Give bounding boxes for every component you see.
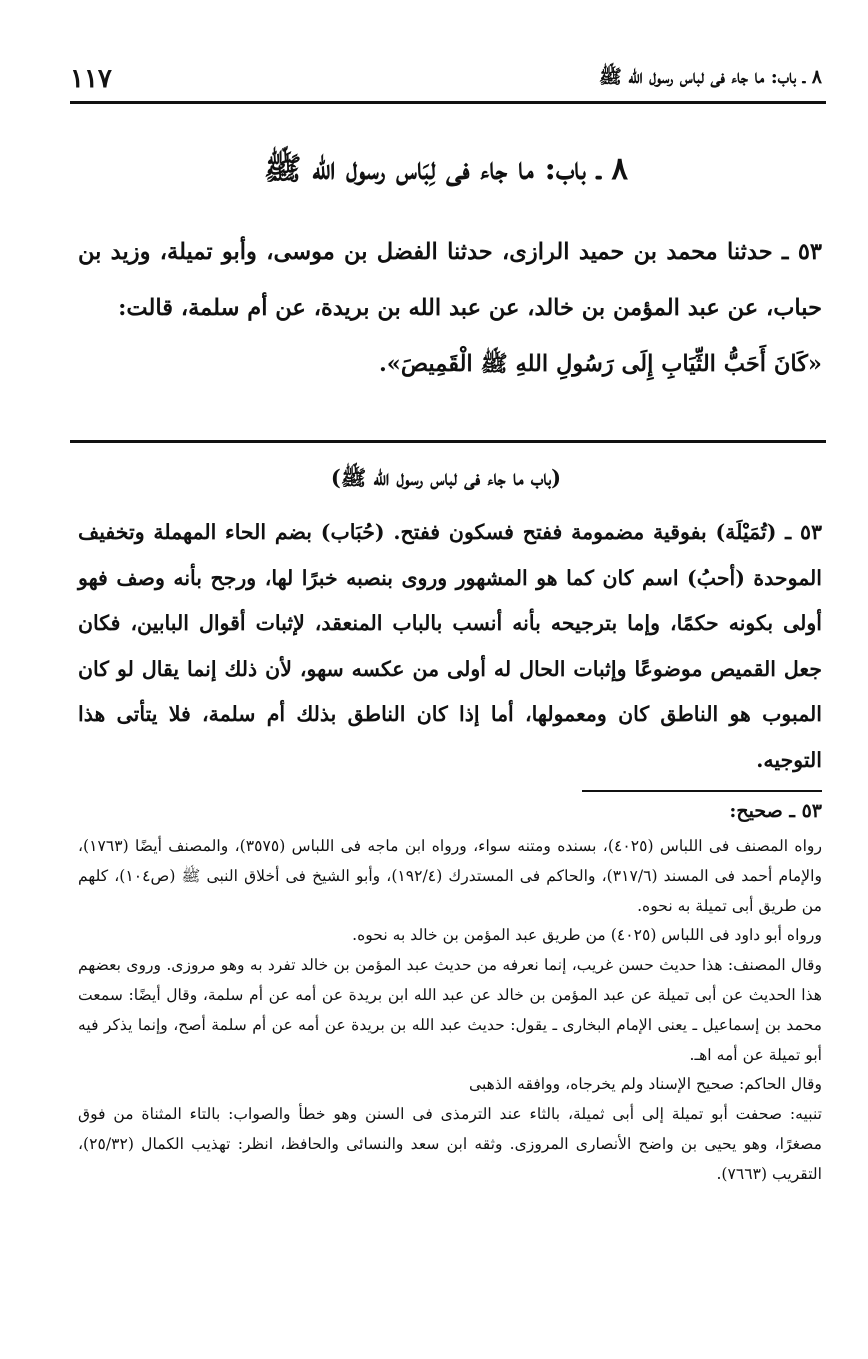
commentary-paragraph: ٥٣ ـ (تُمَيْلَة) بفوقية مضمومة ففتح فسكون ففتح. (حُبَاب) بضم الحاء المهملة وتخفيف الموحدة (أحبُ) اسم كان كما هو المشهور وروى بنصبه خبرًا لها، ورجح بأنه وصف فهو أولى بكونه حكمًا، وإما بترجيحه بأنه أنسب بالباب المنعقد، لإثبات أقوال البابين، فكان جعل القميص موضوعًا وإثبات الحال له أولى من عكسه سهو، لأن ذلك إنما يقال لو كان المبوب هو الناطق كان ومعمولها، أما إذا كان الناطق بذلك أم سلمة، فلا يتأتى هذا التوجيه. xyxy=(78,520,822,772)
running-title: ٨ ـ باب: ما جاء فى لباس رسول الله ﷺ xyxy=(598,66,822,88)
footnote-rule xyxy=(582,790,822,792)
commentary-text xyxy=(78,510,822,783)
section-divider xyxy=(70,440,826,443)
running-header xyxy=(70,62,822,96)
chapter-title: ٨ ـ باب: ما جاء فى لِبَاس رسول الله ﷺ xyxy=(263,151,629,187)
page-number: ١١٧ xyxy=(70,64,112,94)
takhrij-label: ٥٣ ـ صحيح: xyxy=(729,800,822,822)
takhrij-paragraph: تنبيه: صحفت أبو تميلة إلى أبى ثميلة، بالثاء عند الترمذى فى السنن وهو خطأ والصواب: بالتاء المثناة من فوق مصغرًا، وهو يحيى بن واضح الأنصارى المروزى. وثقه ابن سعد والنسائى والحافظ، انظر: تهذيب الكمال (٢٥/٣٢)، التقريب (٧٦٦٣). xyxy=(78,1105,822,1183)
commentary-title: (باب ما جاء فى لباس رسول الله ﷺ) xyxy=(330,465,562,490)
takhrij-paragraph: رواه المصنف فى اللباس (٤٠٢٥)، بسنده ومتنه سواء، ورواه ابن ماجه فى اللباس (٣٥٧٥)، والمصنف أيضًا (١٧٦٣)، والإمام أحمد فى المسند (٣١٧/٦)، والحاكم فى المستدرك (١٩٢/٤)، وأبو الشيخ فى أخلاق النبى ﷺ (ص١٠٤)، كلهم من طريق أبى تميلة به نحوه. xyxy=(78,837,823,915)
hadith-matn: «كَانَ أَحَبُّ الثِّيَابِ إِلَى رَسُولِ اللهِ ﷺ الْقَمِيصَ». xyxy=(378,351,822,377)
hadith-text xyxy=(78,224,822,392)
header-rule xyxy=(70,101,826,104)
takhrij-paragraph: وقال المصنف: هذا حديث حسن غريب، إنما نعرفه من حديث عبد المؤمن بن خالد تفرد به وهو مروزى. وروى بعضهم هذا الحديث عن أبى تميلة عن عبد المؤمن بن خالد عن عبد الله ابن بريدة عن أمه عن أم سلمة، وقال أيضًا: سمعت محمد بن إسماعيل ـ يعنى الإمام البخارى ـ يقول: حديث عبد الله بن بريدة عن أمه عن أم سلمة أصح، وإنما يذكر فيه أبو تميلة عن أمه اهـ. xyxy=(78,956,822,1064)
takhrij-paragraph: ورواه أبو داود فى اللباس (٤٠٢٥) من طريق عبد المؤمن بن خالد به نحوه. xyxy=(352,926,822,945)
takhrij-notes xyxy=(78,832,822,1190)
takhrij-paragraph: وقال الحاكم: صحيح الإسناد ولم يخرجاه، ووافقه الذهبى xyxy=(468,1075,822,1094)
hadith-isnad: ٥٣ ـ حدثنا محمد بن حميد الرازى، حدثنا الفضل بن موسى، وأبو تميلة، وزيد بن حباب، عن عبد المؤمن بن خالد، عن عبد الله بن بريدة، عن أم سلمة، قالت: xyxy=(78,239,822,321)
